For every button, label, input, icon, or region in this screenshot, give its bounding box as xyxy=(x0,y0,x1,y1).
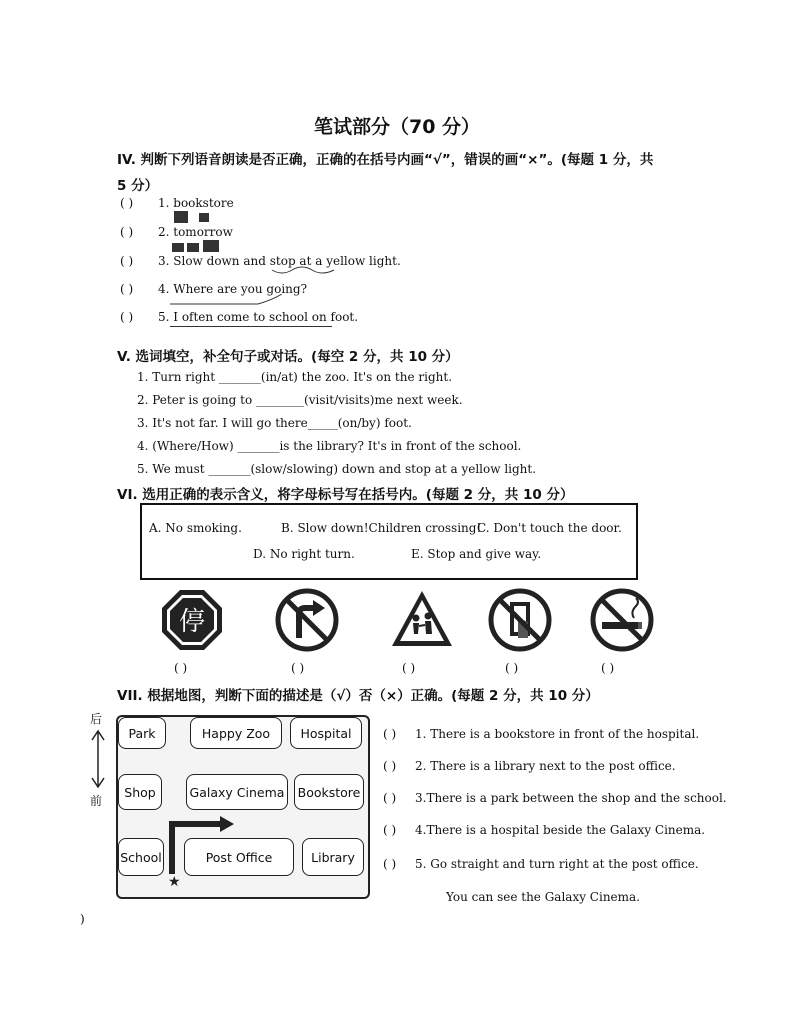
phonics-item-3: 3. Slow down and stop at a yellow light. xyxy=(158,254,401,268)
answer-paren[interactable]: ( ) xyxy=(120,310,134,324)
map-statement-5: 5. Go straight and turn right at the post office. xyxy=(415,857,699,871)
intonation-mark xyxy=(168,294,288,308)
section-4-heading-cont: 5 分） xyxy=(117,178,159,194)
option-b: B. Slow down!Children crossing! xyxy=(281,521,482,535)
map-answer-paren-2[interactable]: ( ) xyxy=(383,759,397,773)
map-galaxy-cinema: Galaxy Cinema xyxy=(186,774,288,810)
answer-paren[interactable]: ( ) xyxy=(120,225,134,239)
map-statement-3: 3.There is a park between the shop and the school. xyxy=(415,791,727,805)
map-statement-4: 4.There is a hospital beside the Galaxy Cinema. xyxy=(415,823,706,837)
options-box xyxy=(140,503,638,580)
option-c: C. Don't touch the door. xyxy=(477,521,622,535)
underline-mark xyxy=(170,326,332,327)
option-d: D. No right turn. xyxy=(253,547,355,561)
map-answer-paren-3[interactable]: ( ) xyxy=(383,791,397,805)
route-arrow-icon xyxy=(160,808,240,888)
option-e: E. Stop and give way. xyxy=(411,547,542,561)
direction-front-label: 前 xyxy=(90,794,103,808)
do-not-touch-icon xyxy=(488,588,552,652)
fill-blank-item-5: 5. We must _______(slow/slowing) down and stop at a yellow light. xyxy=(137,462,537,476)
fill-blank-item-4: 4. (Where/How) _______is the library? It's in front of the school. xyxy=(137,439,522,453)
svg-text:停: 停 xyxy=(178,607,206,637)
answer-paren[interactable]: ( ) xyxy=(120,254,134,268)
map-school: School xyxy=(118,838,164,876)
double-arrow-icon xyxy=(88,728,108,790)
map-post-office: Post Office xyxy=(184,838,294,876)
map-bookstore: Bookstore xyxy=(294,774,364,810)
phonics-item-1: 1. bookstore xyxy=(158,196,234,210)
sign-answer-paren-5[interactable]: ( ) xyxy=(601,661,615,675)
section-4-heading: IV. 判断下列语音朗读是否正确，正确的在括号内画“√”，错误的画“×”。(每题 1 分，共 xyxy=(117,152,654,168)
sign-answer-paren-1[interactable]: ( ) xyxy=(174,661,188,675)
map-happy-zoo: Happy Zoo xyxy=(190,717,282,749)
map-park: Park xyxy=(118,717,166,749)
map-statement-2: 2. There is a library next to the post office. xyxy=(415,759,676,773)
phonics-mark xyxy=(203,240,219,252)
map-statement-1: 1. There is a bookstore in front of the hospital. xyxy=(415,727,700,741)
direction-back-label: 后 xyxy=(90,712,103,726)
phonics-item-5: 5. I often come to school on foot. xyxy=(158,310,359,324)
section-5-heading: V. 选词填空，补全句子或对话。(每空 2 分，共 10 分） xyxy=(117,349,459,365)
phonics-item-2: 2. tomorrow xyxy=(158,225,233,239)
map-library: Library xyxy=(302,838,364,876)
sign-answer-paren-2[interactable]: ( ) xyxy=(291,661,305,675)
fill-blank-item-2: 2. Peter is going to ________(visit/visits)me next week. xyxy=(137,393,463,407)
footer-mark: ) xyxy=(80,912,85,926)
fill-blank-item-3: 3. It's not far. I will go there_____(on/by) foot. xyxy=(137,416,412,430)
section-7-heading: VII. 根据地图，判断下面的描述是（√）否（×）正确。(每题 2 分，共 10 分） xyxy=(117,688,599,704)
phonics-mark xyxy=(187,243,199,252)
map-answer-paren-5[interactable]: ( ) xyxy=(383,857,397,871)
section-6-heading: VI. 选用正确的表示含义，将字母标号写在括号内。(每题 2 分，共 10 分） xyxy=(117,487,574,503)
no-smoking-icon xyxy=(590,588,654,652)
map-hospital: Hospital xyxy=(290,717,362,749)
answer-paren[interactable]: ( ) xyxy=(120,282,134,296)
map-answer-paren-1[interactable]: ( ) xyxy=(383,727,397,741)
map-shop: Shop xyxy=(118,774,162,810)
svg-text:★: ★ xyxy=(168,874,181,888)
map-answer-paren-4[interactable]: ( ) xyxy=(383,823,397,837)
phonics-mark xyxy=(199,213,209,222)
phonics-mark xyxy=(174,211,188,223)
map-statement-5-cont: You can see the Galaxy Cinema. xyxy=(446,890,640,904)
stop-sign-icon xyxy=(160,588,224,652)
no-right-turn-icon xyxy=(275,588,339,652)
children-crossing-icon xyxy=(390,588,454,652)
option-a: A. No smoking. xyxy=(149,521,242,535)
answer-paren[interactable]: ( ) xyxy=(120,196,134,210)
sign-answer-paren-4[interactable]: ( ) xyxy=(505,661,519,675)
linking-mark xyxy=(270,264,340,276)
fill-blank-item-1: 1. Turn right _______(in/at) the zoo. It's on the right. xyxy=(137,370,453,384)
page-title: 笔试部分（70 分） xyxy=(313,116,481,138)
phonics-item-4: 4. Where are you going? xyxy=(158,282,308,296)
sign-answer-paren-3[interactable]: ( ) xyxy=(402,661,416,675)
phonics-mark xyxy=(172,243,184,252)
